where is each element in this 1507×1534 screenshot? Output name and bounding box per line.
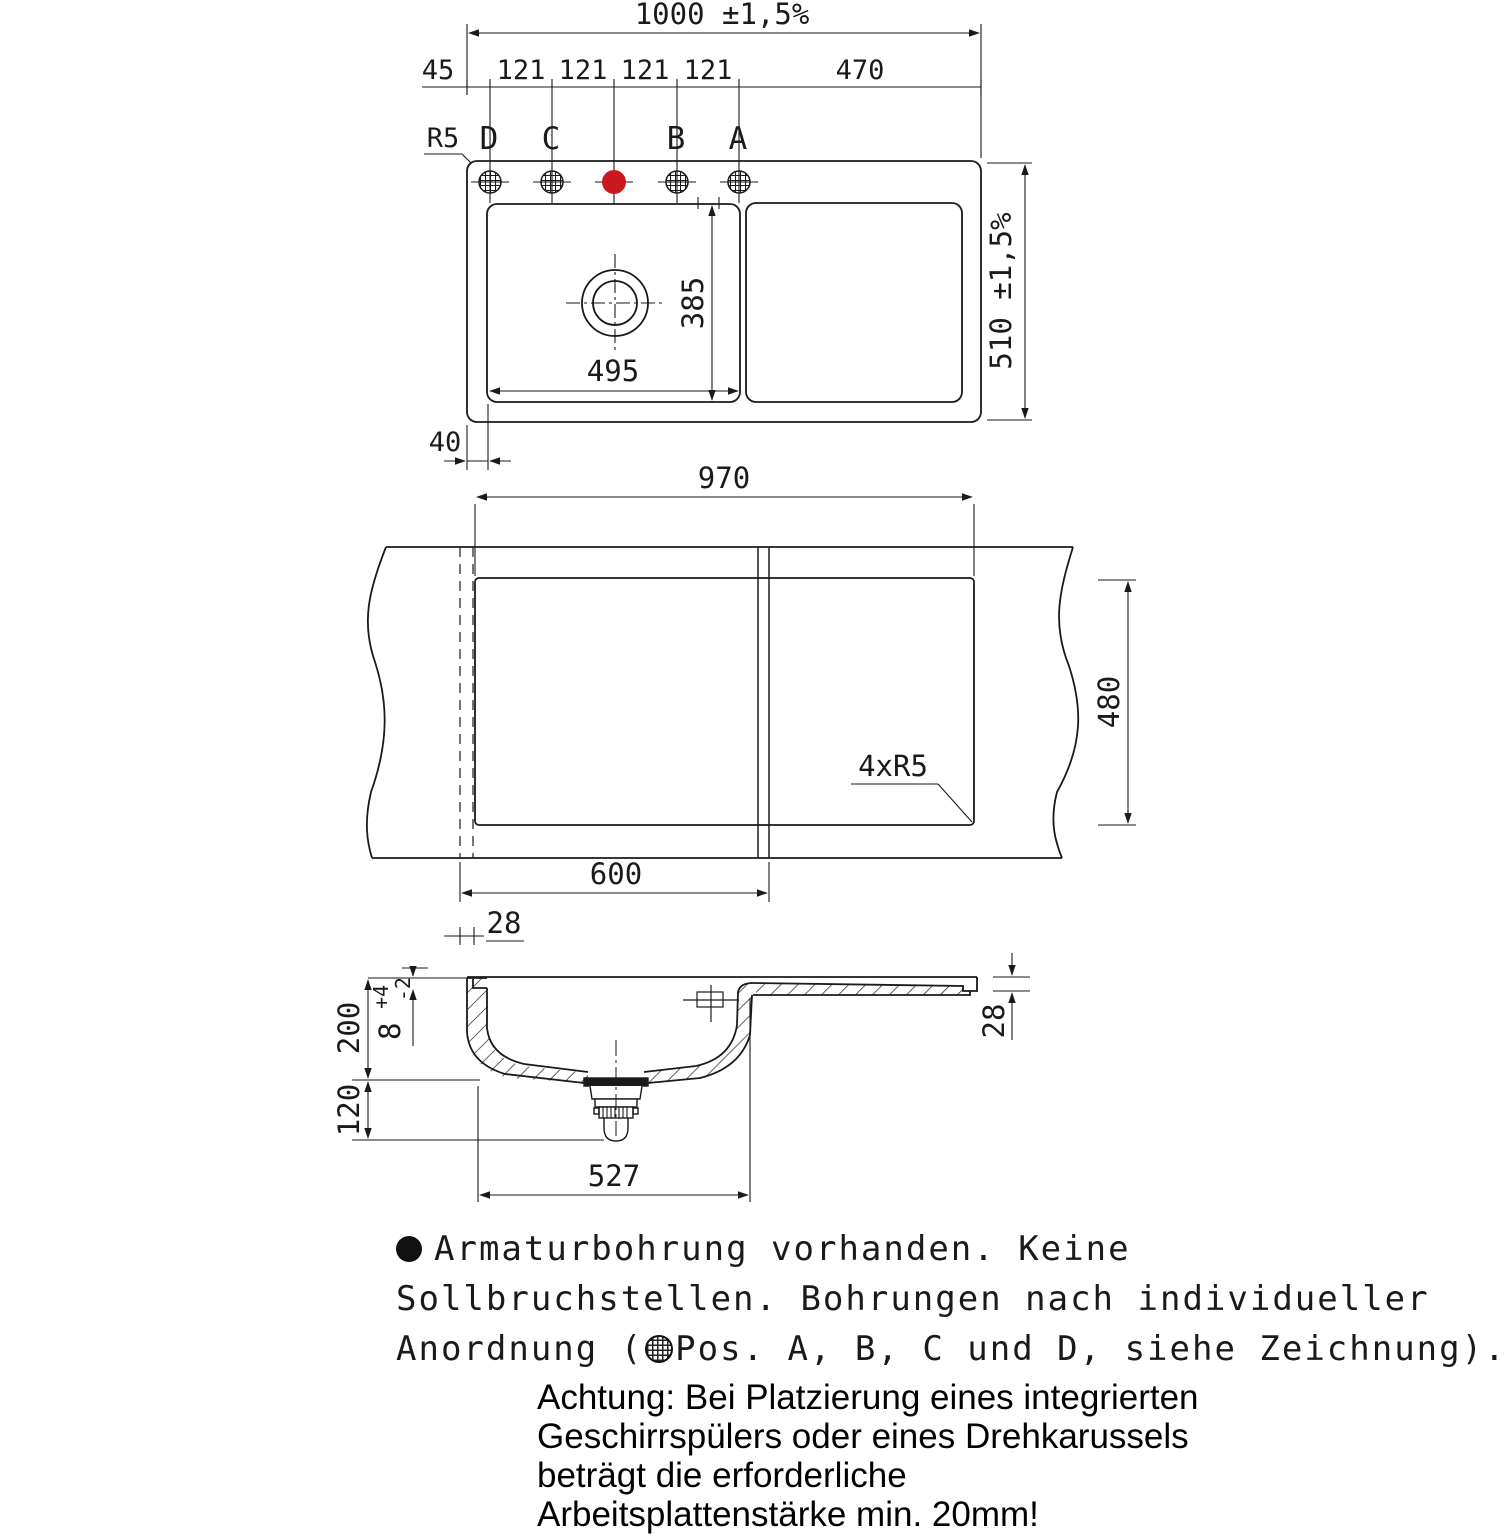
- section-dim-rim: [369, 968, 428, 1046]
- dim-385-label: 385: [676, 276, 710, 330]
- dim-200-label: 200: [332, 1001, 366, 1055]
- dim-480-label: 480: [1092, 675, 1126, 729]
- dim-40-label: 40: [428, 427, 462, 458]
- hole-b: [666, 171, 688, 193]
- cutout-dim-600: [460, 857, 769, 902]
- warning-block: [537, 1378, 1397, 1534]
- plan-view: [422, 0, 1032, 470]
- dim-45-label: 45: [421, 55, 455, 86]
- overflow-symbol: [683, 985, 739, 1022]
- hole-d: [479, 171, 501, 193]
- section-dim-28: [977, 953, 1030, 1040]
- dim-527-label: 527: [587, 1159, 641, 1193]
- bullet-icon: [396, 1236, 422, 1262]
- section-hatching: [467, 978, 970, 1083]
- notes-block: [396, 1224, 1507, 1374]
- dim-495-label: 495: [586, 354, 640, 388]
- dim-28-front-label: 28: [486, 906, 522, 940]
- dim-28-edge-label: 28: [977, 1003, 1011, 1039]
- notes-line-3: Anordnung ( Pos. A, B, C und D, siehe Zeichnung).: [396, 1329, 1507, 1369]
- plan-dim-40: [429, 404, 511, 470]
- drainboard-outline: [746, 203, 962, 402]
- dim-510-label: 510 ±1,5%: [984, 212, 1018, 370]
- countertop-break-left: [367, 547, 386, 858]
- r5-label: R5: [426, 123, 460, 154]
- dim-600-label: 600: [589, 857, 643, 891]
- section-view: [332, 953, 1030, 1202]
- cutout-dim-480: [1092, 580, 1136, 825]
- warning-line-2: Geschirrspülers oder eines Drehkarussels: [537, 1417, 1189, 1456]
- notes-line-2: Sollbruchstellen. Bohrungen nach individueller: [396, 1279, 1430, 1319]
- dim-8-label: 8 +4 -2: [369, 977, 415, 1040]
- hole-label-b: B: [666, 121, 686, 157]
- cutout-rect: [475, 578, 974, 825]
- plan-dim-385: [676, 197, 719, 400]
- dim-120-label: 120: [332, 1083, 366, 1137]
- hole-label-a: A: [728, 121, 748, 157]
- cutout-dim-970: [475, 461, 974, 576]
- cutout-r5-callout: [851, 749, 972, 822]
- drain-plan: [566, 254, 664, 352]
- dim-121-label-3: 121: [620, 55, 670, 86]
- plan-dim-495: [490, 354, 738, 391]
- dim-970-label: 970: [697, 461, 751, 495]
- cutout-dim-28: [444, 906, 524, 945]
- warning-line-4: Arbeitsplattenstärke min. 20mm!: [537, 1495, 1039, 1534]
- plan-dim-510: [984, 163, 1032, 420]
- dim-121-label-1: 121: [496, 55, 546, 86]
- countertop-break-right: [1053, 547, 1078, 858]
- dim-121-label-2: 121: [558, 55, 608, 86]
- notes-line-1: Armaturbohrung vorhanden. Keine: [396, 1224, 1496, 1274]
- hole-label-c: C: [541, 121, 561, 157]
- dim-4xr5-label: 4xR5: [858, 749, 928, 783]
- hole-symbol-icon: [645, 1335, 673, 1363]
- hole-active-red: [602, 170, 626, 194]
- drain-fitting: [584, 1040, 648, 1141]
- dim-1000-label: 1000 ±1,5%: [634, 0, 810, 31]
- sink-outline: [467, 161, 981, 422]
- warning-line-1: Achtung: Bei Platzierung eines integrierten: [537, 1378, 1199, 1417]
- dim-121-label-4: 121: [683, 55, 733, 86]
- cutout-view: [367, 461, 1136, 945]
- hole-a: [728, 171, 750, 193]
- hole-label-d: D: [479, 121, 499, 157]
- warning-line-3: beträgt die erforderliche: [537, 1456, 907, 1495]
- faucet-holes: [471, 170, 758, 194]
- dim-470-label: 470: [835, 55, 885, 86]
- hole-c: [541, 171, 563, 193]
- plan-r5-callout: [424, 123, 471, 163]
